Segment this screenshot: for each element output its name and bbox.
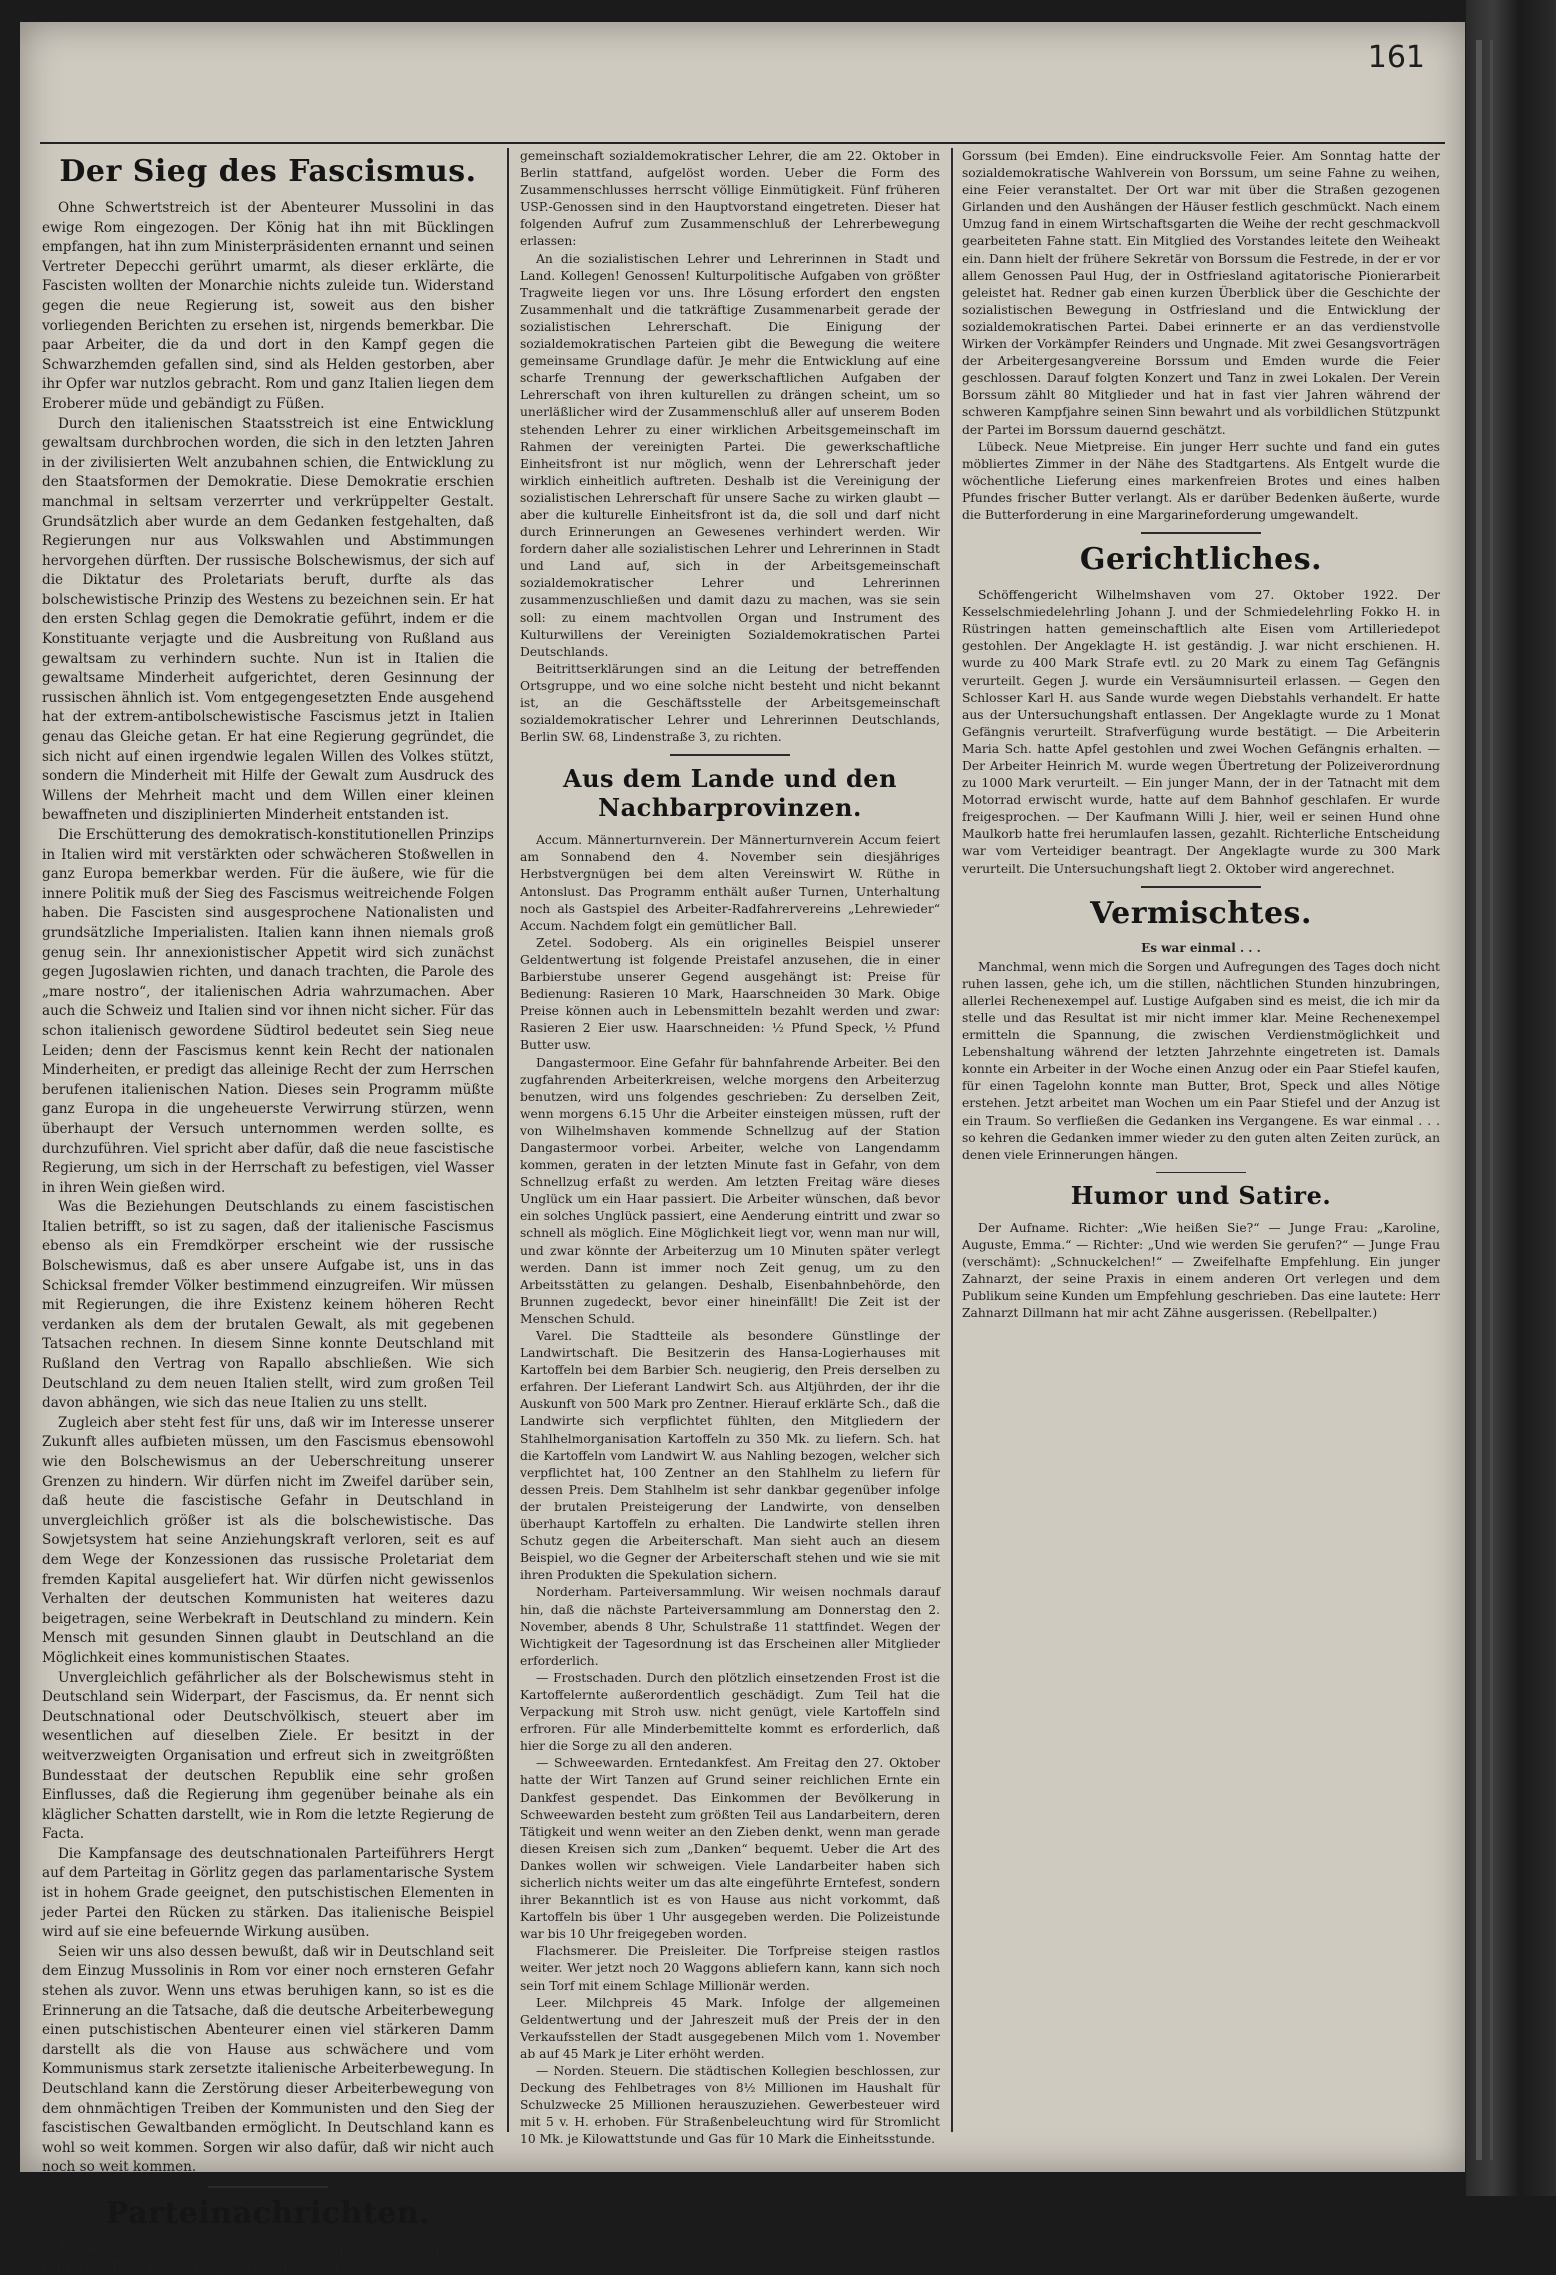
- paragraph: — Norden. Steuern. Die städtischen Kollegien beschlossen, zur Deckung des Fehlbetrages von 8½ Millionen im Haushalt für Schulzwecke 25 Millionen herauszuziehen. Gewerbesteuer wird mit 5 v. H. erhoben. Für Straßenbeleuchtung wird für Stromlicht 10 Mk. je Kilowattstunde und Gas für 10 Mark die Einheitsstunde.: [520, 2064, 940, 2147]
- paragraph: Accum. Männerturnverein. Der Männerturnverein Accum feiert am Sonnabend den 4. November sein diesjähriges Herbstvergnügen bei dem alten Vereinswirt W. Rüthe in Antonslust. Das Programm enthält außer Turnen, Unterhaltung noch als Gastspiel des Arbeiter-Radfahrervereins „Lehrewieder“ Accum. Nachdem folgt ein gemütlicher Ball.: [520, 833, 940, 933]
- paragraph: Der Aufname. Richter: „Wie heißen Sie?“ — Junge Frau: „Karoline, Auguste, Emma.“ — Richter: „Und wie werden Sie gerufen?“ — Junge Frau (verschämt): „Schnuckelchen!“ — Zweifelhafte Empfehlung. Ein junger Zahnarzt, der seine Praxis in einem anderen Ort verlegen und dem Publikum seine Kunden um Empfehlung geschrieben. Das eine lautete: Herr Zahnarzt Dillmann hat mir acht Zähne ausgerissen. (Rebellpalter.): [962, 1220, 1440, 1321]
- paragraph: Dangastermoor. Eine Gefahr für bahnfahrende Arbeiter. Bei den zugfahrenden Arbeiterkreisen, welche morgens den Arbeiterzug benutzen, wird uns folgendes geschrieben: Zu derselben Zeit, wenn morgens 6.15 Uhr die Arbeiter einsteigen müssen, ruft der von Wilhelmshaven kommende Schnellzug auf der Station Dangastermoor vorbei. Arbeiter, welche von Langendamm kommen, geraten in der letzten Minute fast in Gefahr, von dem Schnellzug erfaßt zu werden. Am letzten Freitag wäre dieses Unglück um ein Haar passiert. Die Arbeiter wünschen, daß bevor ein solches Unglück passiert, eine Aenderung eintritt und zwar so schnell als möglich. Eine Möglichkeit liegt vor, wenn man nur will, und zwar könnte der Arbeiterzug um 10 Minuten später verlegt werden. Dann ist immer noch Zeit genug, um zu den Arbeitsstätten zu gelangen. Deshalb, Eisenbahnbehörde, den Brunnen zugedeckt, bevor einer hineinfällt! Die Zeit ist der Menschen Schuld.: [520, 1055, 940, 1326]
- column-1: [42, 148, 494, 2274]
- paragraph: Ohne Schwertstreich ist der Abenteurer Mussolini in das ewige Rom eingezogen. Der König hat ihn mit Bücklingen empfangen, hat ihn zum Ministerpräsidenten ernannt und seinen Vertreter Depecchi gerührt umarmt, als dieser erklärte, die Fascisten wollten der Monarchie nichts zuleide tun. Widerstand gegen die neue Regierung ist, soweit aus den bisher vorliegenden Berichten zu ersehen ist, nirgends bemerkbar. Die paar Arbeiter, die da und dort in den Kampf gegen die Schwarzhemden gefallen sind, sind als Helden gestorben, aber ihr Opfer war nutzlos gebracht. Rom und ganz Italien liegen dem Eroberer müde und gebändigt zu Füßen.: [42, 200, 494, 412]
- section-rule: [1141, 886, 1261, 888]
- page-number: 161: [1367, 40, 1425, 75]
- column-divider: [507, 148, 509, 2132]
- paragraph: Zetel. Sodoberg. Als ein originelles Beispiel unserer Geldentwertung ist folgende Preistafel anzusehen, die in einer Barbierstube unserer Gegend ausgehängt ist: Preise für Bedienung: Rasieren 10 Mark, Haarschneiden 30 Mark. Obige Preise können auch in Lebensmitteln bezahlt werden und zwar: Rasieren 2 Eier usw. Haarschneiden: ½ Pfund Speck, ½ Pfund Butter usw.: [520, 935, 940, 1053]
- paragraph: Seien wir uns also dessen bewußt, daß wir in Deutschland seit dem Einzug Mussolinis in Rom vor einer noch ernsteren Gefahr stehen als zuvor. Wenn uns etwas beruhigen kann, so ist es die Erinnerung an die Tatsache, daß die deutsche Arbeiterbewegung einen putschistischen Abenteurer einen viel stärkeren Damm darstellt als die von Hause aus schwächere und vom Kommunismus stark zersetzte italienische Arbeiterbewegung. In Deutschland kann die Zerstörung dieser Arbeiterbewegung von dem ohnmächtigen Treiben der Kommunisten und den Sieg der fascistischen Gewaltbanden ermöglicht. In Deutschland kann es wohl so weit kommen. Sorgen wir also dafür, daß wir nicht auch noch so weit kommen.: [42, 1943, 494, 2176]
- paragraph: Leer. Milchpreis 45 Mark. Infolge der allgemeinen Geldentwertung und der Jahreszeit muß der Preis der in den Verkaufsstellen der Stadt ausgegebenen Milch vom 1. November ab auf 45 Mark je Liter erhöht werden.: [520, 1995, 940, 2061]
- paragraph: Flachsmerer. Die Preisleiter. Die Torfpreise steigen rastlos weiter. Wer jetzt noch 20 Waggons abliefern kann, kann sich noch sein Torf mit einem Schlage Millionär werden.: [520, 1944, 940, 1993]
- paragraph: Zugleich aber steht fest für uns, daß wir im Interesse unserer Zukunft alles aufbieten müssen, um den Fascismus ebensowohl wie den Bolschewismus an der Ueberschreitung unserer Grenzen zu hindern. Wir dürfen nicht im Zweifel darüber sein, daß heute die fascistische Gefahr in Deutschland in unvergleichlich größer ist als die bolschewistische. Das Sowjetsystem hat seine Anziehungskraft verloren, seit es auf dem Wege der Konzessionen das russische Proletariat dem fremden Kapital ausgeliefert hat. Wir dürfen nicht gewissenlos Verhalten der deutschen Kommunisten hat weiteres dazu beigetragen, seine Werbekraft in Deutschland zu mindern. Kein Mensch mit gesunden Sinnen glaubt in Deutschland an die Möglichkeit eines kommunistischen Staates.: [42, 1414, 494, 1666]
- paragraph: Gorssum (bei Emden). Eine eindrucksvolle Feier. Am Sonntag hatte der sozialdemokratische Wahlverein von Borssum, um seine Fahne zu weihen, eine Feier veranstaltet. Der Ort war mit über die Straßen gezogenen Girlanden und den Aushängen der Häuser festlich geschmückt. Nach einem Umzug fand in einem Wirtschaftsgarten die Weihe der recht geschmackvoll gearbeiteten Fahne statt. Ein Mitglied des Vorstandes leitete den Weiheakt ein. Dann hielt der frühere Sekretär von Borssum die Festrede, in der er vor allem Genossen Paul Hug, der in Ostfriesland agitatorische Pionierarbeit geleistet hat. Redner gab einen kurzen Überblick über die Geschichte der sozialistischen Bewegung in Ostfriesland und die Entwicklung der sozialdemokratischen Partei. Dabei erinnerte er an das verdienstvolle Wirken der Vorkämpfer Reinders und Ungnade. Mit zwei Gesangsvorträgen der Arbeitergesangvereine Borssum und Emden wurde die Feier geschlossen. Darauf folgten Konzert und Tanz in zwei Lokalen. Der Verein Borssum zählt 80 Mitglieder und hat in fast vier Jahren während der schweren Kampfjahre seinen Sinn bewahrt und als vorbildlichen Stützpunkt der Partei im Borssum dauernd geschätzt.: [962, 149, 1440, 437]
- paragraph: gemeinschaft sozialdemokratischer Lehrer, die am 22. Oktober in Berlin stattfand, aufgelöst worden. Ueber die Form des Zusammenschlusses herrscht völlige Einmütigkeit. Fünf früheren USP.-Genossen sind in den Hauptvorstand eingetreten. Dieser hat folgenden Aufruf zum Zusammenschluß der Lehrerbewegung erlassen:: [520, 149, 940, 249]
- paragraph: Die Kampfansage des deutschnationalen Parteiführers Hergt auf dem Parteitag in Görlitz gegen das parlamentarische System ist in hohem Grade geeignet, den putschistischen Elementen in jeder Partei den Rücken zu stärken. Das italienische Beispiel wird auf sie eine befeuernde Wirkung ausüben.: [42, 1845, 494, 1941]
- paragraph: Durch den italienischen Staatsstreich ist eine Entwicklung gewaltsam durchbrochen worden, die sich in den letzten Jahren in der zivilisierten Welt anzubahnen schien, die Entwicklung zu den Staatsformen der Demokratie. Diese Demokratie erschien manchmal in seltsam verzerrter und verkrüppelter Gestalt. Grundsätzlich aber wurde an dem Gedanken festgehalten, daß Regierungen nur aus Volkswahlen und Abstimmungen hervorgehen dürften. Der russische Bolschewismus, der sich auf die Diktatur des Proletariats beruft, durfte als das bolschewistische Prinzip des Westens zu bezeichnen sein. Er hat den ersten Schlag gegen die Demokratie geführt, indem er die Konstituante verjagte und die Ausbreitung von Rußland aus gewaltsam zu verhindern suchte. Nun ist in Italien die gewaltsame Minderheit aufgerichtet, deren Gesinnung der russischen ähnlich ist. Vom entgegengesetzten Ende ausgehend hat der extrem-antibolschewistische Fascismus jetzt in Italien genau das Gleiche getan. Er hat eine Regierung gegründet, die sich nicht auf einen irgendwie legalen Willen des Volkes stützt, sondern die Minderheit mit Hilfe der Gewalt zum Ausdruck des Willens der Mehrheit macht und dem Willen einer kleinen bewaffneten und disziplinierten Minderheit entstanden ist.: [42, 415, 494, 824]
- column-3: [962, 148, 1440, 2144]
- column-2: [520, 148, 940, 2147]
- subheading: Es war einmal . . .: [1141, 940, 1261, 955]
- header-rule: [40, 142, 1445, 144]
- paragraph: An die sozialistischen Lehrer! Die Vereinigung der sozialistischen Lehrerschaft ist auf der Hauptvorstandssitzung der Arbeits-: [42, 2241, 494, 2274]
- section-rule: [1141, 532, 1261, 534]
- section-headline: Humor und Satire.: [1070, 1180, 1332, 1210]
- column-divider: [951, 148, 953, 2132]
- paragraph: Was die Beziehungen Deutschlands zu einem fascistischen Italien betrifft, so ist zu sagen, daß der italienische Fascismus ebenso als ein Fremdkörper erscheint wie der russische Bolschewismus, daß es aber unsere Aufgabe ist, uns in das Schicksal fremder Völker bestimmend einzugreifen. Wir müssen mit Regierungen, die ihre Existenz keinem höheren Recht verdanken als dem der brutalen Gewalt, als mit gegebenen Tatsachen rechnen. In diesem Sinne konnte Deutschland mit Rußland den Vertrag von Rapallo abschließen. Wie sich Deutschland zu dem neuen Italien stellt, wird zum großen Teil davon abhängen, wie sich das neue Italien zu uns stellt.: [42, 1199, 494, 1412]
- paragraph: Schöffengericht Wilhelmshaven vom 27. Oktober 1922. Der Kesselschmiedelehrling Johann J. und der Schmiedelehrling Fokko H. in Rüstringen hatten gemeinschaftlich alte Eisen vom Artilleriedepot gestohlen. Der Angeklagte H. ist geständig. J. war nicht erschienen. H. wurde zu 400 Mark Strafe evtl. zu 20 Mark zu einem Tag Gefängnis verurteilt. Gegen J. wurde ein Versäumnisurteil erlassen. — Gegen den Schlosser Karl H. aus Sande wurde wegen Diebstahls verhandelt. Er hatte aus der Untersuchungshaft entlassen. Der Angeklagte wurde zu 1 Monat Gefängnis verurteilt. Strafverfügung wurde bestätigt. — Die Arbeiterin Maria Sch. hatte Apfel gestohlen und zwei Wochen Gefängnis erhalten. — Der Arbeiter Heinrich M. wurde wegen Übertretung der Polizeiverordnung zu 1000 Mark verurteilt. — Ein junger Mann, der in der Tatnacht mit dem Motorrad erwischt wurde, hatte auf dem Bahnhof geschlafen. Er wurde freigesprochen. — Der Kaufmann Willi J. hier, weil er seinen Hund ohne Maulkorb hatte frei herumlaufen lassen, gezahlt. Richterliche Entscheidung war vom Verteidiger beantragt. Der Angeklagte wurde zu 300 Mark verurteilt. Die Untersuchungshaft liegt 2. Oktober wird angerechnet.: [962, 588, 1440, 876]
- section-headline: Vermischtes.: [1090, 895, 1312, 931]
- binding-edge: [1476, 40, 1482, 2160]
- paragraph: Lübeck. Neue Mietpreise. Ein junger Herr suchte und fand ein gutes möbliertes Zimmer in der Nähe des Stadtgartens. Als Entgelt wurde die wöchentliche Lieferung eines markenfreien Brotes und eines halben Pfundes frischer Butter verlangt. Als er darüber Bedenken äußerte, wurde die Butterforderung in eine Margarineforderung umgewandelt.: [962, 439, 1440, 522]
- paragraph: Manchmal, wenn mich die Sorgen und Aufregungen des Tages doch nicht ruhen lassen, gehe ich, um die stillen, nächtlichen Stunden hinzubringen, allerlei Rechenexempel auf. Lustige Aufgaben sind es meist, die ich mir da stelle und das Resultat ist mir nicht immer klar. Meine Rechenexempel ermitteln die Spannung, die zwischen Verdienstmöglichkeit und Lebenshaltung während der letzten Jahrzehnte eingetreten ist. Damals konnte ein Arbeiter in der Woche einen Anzug oder ein Paar Stiefel kaufen, für einen Tagelohn konnte man Butter, Brot, Speck und alles Nötige erstehen. Jetzt arbeitet man Wochen um ein Paar Stiefel und der Anzug ist ein Traum. So verfließen die Gedanken ins Vergangene. Es war einmal . . . so kehren die Gedanken immer wieder zu den guten alten Zeiten zurück, an denen viele Erinnerungen hängen.: [962, 959, 1440, 1162]
- section-headline: Parteinachrichten.: [105, 2195, 431, 2231]
- paragraph: Beitrittserklärungen sind an die Leitung der betreffenden Ortsgruppe, und wo eine solche nicht besteht und nicht bekannt ist, an die Geschäftsstelle der Arbeitsgemeinschaft sozialdemokratischer Lehrer und Lehrerinnen Deutschlands, Berlin SW. 68, Lindenstraße 3, zu richten.: [520, 661, 940, 745]
- section-headline: Aus dem Lande und den Nachbarprovinzen.: [562, 764, 898, 823]
- article-headline: Der Sieg des Fascismus.: [59, 154, 477, 189]
- newspaper-page: [20, 22, 1465, 2274]
- section-rule: [1156, 1172, 1246, 1173]
- paragraph: An die sozialistischen Lehrer und Lehrerinnen in Stadt und Land. Kollegen! Genossen! Kulturpolitische Aufgaben von größter Tragweite liegen vor uns. Ihre Lösung erfordert den engsten Zusammenhalt und die tatkräftige Zusammenarbeit gerade der sozialistischen Lehrerschaft. Die Einigung der sozialdemokratischen Parteien gibt die Bewegung die weitere gemeinsame Grundlage dafür. Je mehr die Entwicklung auf eine scharfe Trennung der gewerkschaftlichen Aufgaben der Lehrerschaft von ihren kulturellen zu drängen scheint, um so unerläßlicher wird der Zusammenschluß aller auf unserem Boden stehenden Lehrer zu einer wirklichen Arbeitsgemeinschaft im Rahmen der vereinigten Partei. Die gewerkschaftliche Einheitsfront ist nur möglich, wenn der Lehrerschaft jeder wirklich einheitlich auftreten. Deshalb ist die Vereinigung der sozialistischen Lehrerschaft für unsere Sache zu wirken glaubt — aber die kulturelle Einheitsfront ist da, die soll und darf nicht durch Erinnerungen an Gewesenes verhindert werden. Wir fordern daher alle sozialistischen Lehrer und Lehrerinnen in Stadt und Land auf, sich in der Arbeitsgemeinschaft sozialdemokratischer Lehrer und Lehrerinnen zusammenzuschließen und damit dazu zu machen, was sie sein soll: zu einem machtvollen Organ und Instrument des Kulturwillens der Vereinigten Sozialdemokratischen Partei Deutschlands.: [520, 251, 940, 659]
- section-rule: [670, 754, 790, 756]
- book-binding: [1466, 0, 1556, 2196]
- section-rule: [208, 2186, 328, 2188]
- paragraph: Varel. Die Stadtteile als besondere Günstlinge der Landwirtschaft. Die Besitzerin des Hansa-Logierhauses mit Kartoffeln bei dem Barbier Sch. neugierig, den Preis derselben zu erfahren. Der Lieferant Landwirt Sch. aus Altjührden, der ihr die Auskunft von 500 Mark pro Zentner. Hierauf erklärte Sch., daß die Landwirte sich verpflichtet fühlten, den Mitgliedern der Stahlhelmorganisation Kartoffeln zu 350 Mk. zu liefern. Sch. hat die Kartoffeln vom Landwirt W. aus Nahling bezogen, welcher sich verpflichtet hat, 100 Zentner an den Stahlhelm zu liefern für dessen Preis. Dem Stahlhelm ist sehr dankbar gegenüber infolge der brutalen Preisteigerung der Landwirte, von denselben überhaupt Kartoffeln zu erhalten. Die Landwirte stellen ihren Schutz gegen die Arbeiterschaft. Man sieht auch an diesem Beispiel, wo die Gegner der Arbeiterschaft stehen und wie sie mit ihren Produkten die Spekulation sichern.: [520, 1329, 940, 1583]
- paragraph: — Frostschaden. Durch den plötzlich einsetzenden Frost ist die Kartoffelernte außerordentlich geschädigt. Zum Teil hat die Verpackung mit Stroh usw. nicht genügt, viele Kartoffeln sind erfroren. Für alle Minderbemittelte kommt es erforderlich, daß hier die Sorge zu all den anderen.: [520, 1670, 940, 1754]
- paragraph: — Schweewarden. Erntedankfest. Am Freitag den 27. Oktober hatte der Wirt Tanzen auf Grund seiner reichlichen Ernte ein Dankfest gespendet. Das Einkommen der Bevölkerung in Schweewarden besteht zum größten Teil aus Landarbeitern, deren Tätigkeit und wenn weiter an den Zieben denkt, wenn man gerade diesen Kreisen sich zum „Danken“ bequemt. Ueber die Art des Dankes wollen wir schweigen. Viele Landarbeiter haben sich sicherlich nichts weiter um das alte eingeführte Erntefest, sondern ihrer Bekanntlich ist es von Hause aus nicht vorkommt, daß Kartoffeln bis über 1 Uhr ausgegeben werden. Die Polizeistunde war bis 10 Uhr freigegeben worden.: [520, 1756, 940, 1942]
- article-body: [42, 199, 494, 2178]
- paragraph: Unvergleichlich gefährlicher als der Bolschewismus steht in Deutschland sein Widerpart, der Fascismus, da. Er nennt sich Deutschnational oder Deutschvölkisch, steuert aber im wesentlichen auf dieselben Ziele. Er besitzt in der weitverzweigten Organisation und erfreut sich in zweitgrößten Bundesstaat der deutschen Republik eine sehr großen Einflusses, daß die Regierung ihm gegenüber beinahe als ein kläglicher Schatten darstellt, wie in Rom die letzte Regierung de Facta.: [42, 1669, 494, 1843]
- section-headline: Gerichtliches.: [1079, 542, 1323, 578]
- paragraph: Norderham. Parteiversammlung. Wir weisen nochmals darauf hin, daß die nächste Parteiversammlung am Donnerstag den 2. November, abends 8 Uhr, Schulstraße 11 stattfindet. Wegen der Wichtigkeit der Tagesordnung ist das Erscheinen aller Mitglieder erforderlich.: [520, 1585, 940, 1668]
- paragraph: Die Erschütterung des demokratisch-konstitutionellen Prinzips in Italien wird mit verstärkten oder schwächeren Stoßwellen in ganz Europa bemerkbar werden. Für die äußere, wie für die innere Politik muß der Sieg des Fascismus weitreichende Folgen haben. Die Fascisten sind ausgesprochene Nationalisten und grundsätzliche Imperialisten. Italien kann ihnen niemals groß genug sein. Ihr annexionistischer Appetit wird sich zunächst gegen Jugoslawien richten, und danach trachten, die Parole des „mare nostro“, der italienischen Adria wahrzumachen. Aber auch die Schweiz und Italien sind vor ihnen nicht sicher. Für das schon italienisch gewordene Südtirol bedeutet sein Sieg neue Leiden; denn der Fascismus kennt kein Recht der nationalen Minderheiten, er predigt das alleinige Recht der zum Herrschen berufenen italienischen Nation. Dieses sein Programm müßte ganz Europa in die ungeheuerste Verwirrung stürzen, wenn überhaupt der Versuch unternommen werden sollte, es durchzuführen. Viel spricht aber dafür, daß die neue fascistische Regierung, um sich in der Herrschaft zu befestigen, viel Wasser in ihren Wein gießen wird.: [42, 827, 494, 1196]
- binding-edge: [1490, 40, 1493, 2160]
